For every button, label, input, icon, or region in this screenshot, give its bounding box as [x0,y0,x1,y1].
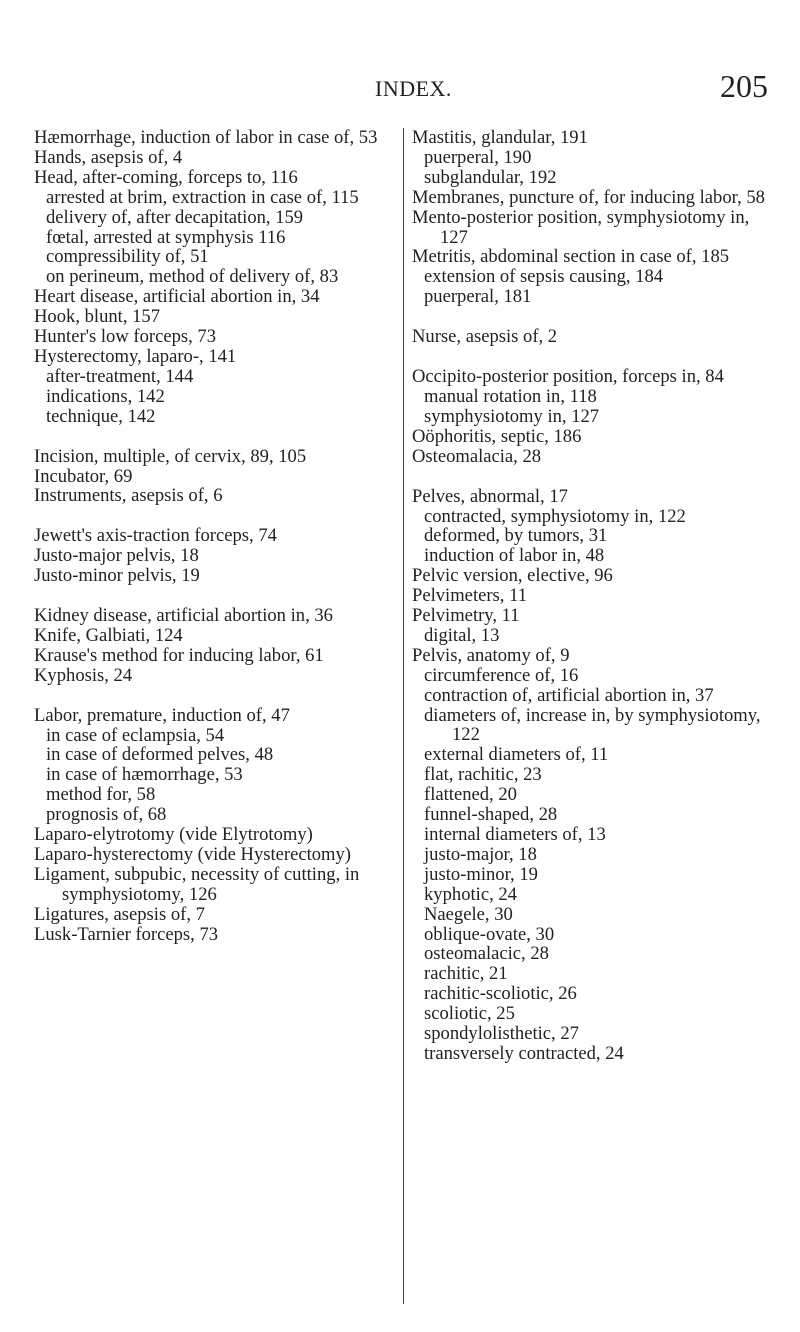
index-subentry: rachitic-scoliotic, 26 [424,983,577,1005]
index-subentry: delivery of, after decapitation, 159 [46,206,304,228]
index-subentry: oblique-ovate, 30 [424,923,555,945]
index-entry: Ligatures, asepsis of, 7 [34,903,205,925]
index-subentry: internal diameters of, 13 [424,824,606,845]
index-entry: Kidney disease, artificial abortion in, 36 [34,605,333,627]
index-entry: Hands, asepsis of, 4 [34,146,183,168]
index-subentry: spondylolisthetic, 27 [424,1023,579,1045]
section-gap [34,586,398,606]
index-subentry: in case of deformed pelves, 48 [46,744,274,766]
index-column-right [412,128,774,1064]
index-subentry: diameters of, increase in, by symphysiotomy, 122 [424,704,761,746]
index-entry: Hook, blunt, 157 [34,306,161,328]
index-entry: Occipito-posterior position, forceps in, 84 [412,366,724,388]
index-subentry: compressibility of, 51 [46,246,209,268]
section-gap [412,467,774,487]
index-entry: Incubator, 69 [34,465,133,487]
index-subentry: prognosis of, 68 [46,804,167,826]
index-subentry: in case of eclampsia, 54 [46,724,225,746]
index-subentry: arrested at brim, extraction in case of, 115 [46,186,359,208]
index-subentry: on perineum, method of delivery of, 83 [46,266,339,288]
index-subentry: funnel-shaped, 28 [424,804,558,826]
index-subentry: contraction of, artificial abortion in, 37 [424,684,714,706]
section-gap [412,307,774,327]
index-entry: Mastitis, glandular, 191 [412,127,588,148]
index-entry: Hæmorrhage, induction of labor in case of, 53 [34,127,378,148]
page-title: INDEX. [375,76,452,101]
index-subentry: in case of hæmorrhage, 53 [46,764,243,786]
index-entry: Justo-major pelvis, 18 [34,545,199,567]
column-divider [403,128,404,1304]
page-number: 205 [720,68,768,104]
index-entry: Pelvimetry, 11 [412,605,520,627]
index-subentry: circumference of, 16 [424,664,579,686]
section-gap [34,427,398,447]
index-entry: Metritis, abdominal section in case of, 185 [412,246,730,268]
index-subentry: contracted, symphysiotomy in, 122 [424,505,686,527]
index-entry: Oöphoritis, septic, 186 [412,425,582,447]
index-subentry: rachitic, 21 [424,963,508,985]
index-entry: Osteomalacia, 28 [412,445,542,467]
index-entry: Laparo-hysterectomy (vide Hysterectomy) [34,844,352,865]
index-subentry: after-treatment, 144 [46,365,194,387]
index-entry: Kyphosis, 24 [34,664,133,686]
page-header [0,68,800,108]
index-entry: Justo-minor pelvis, 19 [34,565,200,587]
index-entry: Krause's method for inducing labor, 61 [34,644,324,666]
index-entry: Jewett's axis-traction forceps, 74 [34,525,277,547]
index-entry: Mento-posterior position, symphysiotomy in, 127 [412,206,750,248]
index-subentry: puerperal, 181 [424,286,532,308]
index-subentry: Naegele, 30 [424,903,513,925]
section-gap [412,347,774,367]
index-entry: Heart disease, artificial abortion in, 34 [34,286,320,308]
index-subentry: deformed, by tumors, 31 [424,525,608,547]
index-entry: Ligament, subpubic, necessity of cutting, in symphysiotomy, 126 [34,863,360,905]
index-entry: Pelvis, anatomy of, 9 [412,644,570,666]
index-entry: Incision, multiple, of cervix, 89, 105 [34,445,307,467]
index-entry: Hunter's low forceps, 73 [34,326,217,348]
index-subentry: fœtal, arrested at symphysis 116 [46,226,286,248]
index-subentry: subglandular, 192 [424,166,557,188]
index-subentry: extension of sepsis causing, 184 [424,266,664,288]
index-entry: Laparo-elytrotomy (vide Elytrotomy) [34,824,313,846]
index-entry: Pelvic version, elective, 96 [412,565,613,587]
index-subentry: external diameters of, 11 [424,744,609,766]
index-entry: Membranes, puncture of, for inducing labor, 58 [412,186,765,208]
index-subentry: puerperal, 190 [424,146,532,168]
index-column-left [34,128,398,945]
index-subentry: transversely contracted, 24 [424,1042,624,1064]
section-gap [34,506,398,526]
index-entry: Knife, Galbiati, 124 [34,624,183,646]
index-subentry: induction of labor in, 48 [424,545,605,567]
index-entry: Head, after-coming, forceps to, 116 [34,166,298,188]
index-subentry: osteomalacic, 28 [424,943,549,965]
index-subentry: justo-major, 18 [424,843,537,865]
index-entry: Hysterectomy, laparo-, 141 [34,345,237,367]
index-entry: Instruments, asepsis of, 6 [34,485,223,507]
index-subentry: technique, 142 [46,405,156,427]
index-subentry: justo-minor, 19 [424,863,538,885]
index-entry: Labor, premature, induction of, 47 [34,704,290,726]
index-subentry: kyphotic, 24 [424,883,517,905]
section-gap [34,686,398,706]
index-subentry: scoliotic, 25 [424,1003,515,1025]
index-entry: Pelves, abnormal, 17 [412,485,568,507]
index-subentry: digital, 13 [424,624,500,646]
index-entry: Lusk-Tarnier forceps, 73 [34,923,219,945]
index-subentry: symphysiotomy in, 127 [424,405,600,427]
index-subentry: indications, 142 [46,385,165,407]
index-subentry: flattened, 20 [424,784,517,806]
index-subentry: flat, rachitic, 23 [424,764,542,786]
index-entry: Pelvimeters, 11 [412,585,527,607]
index-entry: Nurse, asepsis of, 2 [412,326,558,348]
index-subentry: manual rotation in, 118 [424,385,597,407]
index-subentry: method for, 58 [46,784,156,806]
